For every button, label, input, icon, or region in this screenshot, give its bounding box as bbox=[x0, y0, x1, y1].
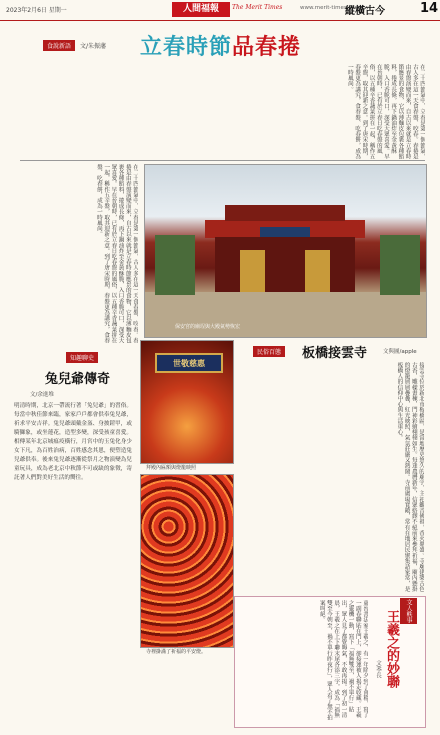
headline-part-a: 立春時節 bbox=[140, 34, 233, 60]
section-name: 縱橫古今 bbox=[345, 6, 385, 17]
page-number: 14 bbox=[420, 1, 439, 16]
article4-body: 東晉書法家王羲之，有一年除夕到了會稽，寫了一副春聯貼在門上，卻接連被人揭走收藏。王羲之靈機一動，寫下「福無雙至，禍不單行」貼出，眾人見了都覺晦氣，不敢再揭。到了初一清晨，王羲之在上下聯末尾各添三字，成為「福無雙至今朝至，禍不單行昨夜行」，眾人看了無不拍案叫絕。 bbox=[318, 600, 368, 721]
article1-tag: 食說新語 bbox=[43, 40, 75, 51]
article3-title: 兔兒爺傳奇 bbox=[45, 372, 111, 387]
article2-author: 文與圖/apple bbox=[383, 349, 417, 355]
article1-author: 文/朱振藩 bbox=[80, 43, 107, 50]
lanterns-photo bbox=[140, 474, 234, 648]
newspaper-logo: 人間福報 bbox=[172, 2, 230, 17]
article3-author: 文/余進堆 bbox=[30, 392, 54, 398]
article4-title: 王羲之的妙聯 bbox=[384, 610, 399, 688]
temple-illustration bbox=[145, 165, 426, 337]
website-url: www.merit-times.com.tw bbox=[300, 5, 369, 11]
temple-photo-caption: 保安宮的廟埕與大殿氣勢恢宏 bbox=[175, 324, 241, 330]
headline-part-b: 品春捲 bbox=[232, 34, 302, 60]
temple-photo bbox=[144, 164, 427, 338]
article4-author: 文/李長 bbox=[375, 660, 381, 679]
article4-tag: 文人軼事 bbox=[400, 598, 417, 624]
newspaper-logo-en: The Merit Times bbox=[232, 4, 283, 11]
lanterns-photo-caption: 寺裡掛滿了祈福的平安燈。 bbox=[146, 649, 207, 655]
article1-body: 在二十四節氣中，立春是第一個節氣，古人多在這一天食春盤、咬春。春捲是由春盤演變而來，自古以來就是立春時節應景的食物，它以薄麵皮包裹各種餡料，捲成長條，再下鍋油炸至金黃酥脆，入口香脆可口，深受大眾喜愛。早在晉朝時，已有於立春日吃春盤的風俗，以五種辛香蔬菜拼在一起，稱作五辛盤，取其迎新之意。到了唐宋時期，春盤更為講究，食春盤、吃春餅，成為一時風尚。 bbox=[20, 64, 425, 161]
article1-headline bbox=[140, 30, 301, 61]
article3-tag: 知趣聊史 bbox=[66, 352, 98, 363]
hall-photo-caption: 拜殿內匾額與燈籠映照 bbox=[146, 465, 197, 471]
issue-date: 2023年2月6日 星期一 bbox=[6, 7, 67, 14]
hall-lantern-photo bbox=[140, 340, 234, 464]
article2-body: 接雲寺位於新北市板橋區，是當地歷史悠久的廟宇，主祀觀音佛祖，香火鼎盛。寺廟建築古色古香，雕樑畫棟，門神彩繪栩栩如生。每逢農曆新年，信眾絡繹不絕前來參拜祈福，廟內懸掛的燈籠層層疊疊，紅光映照，氣氛莊嚴又熱鬧。寺前廣場寬敞，常有在地居民聚集話家常，是板橋人的信仰中心與生活重心。 bbox=[396, 362, 424, 592]
article1-body-continued: 在二十四節氣中，立春是第一個節氣，古人多在這一天食春盤、咬春。春捲是由春盤演變而來，自古以來就是立春時節應景的食物，它以薄麵皮包裹各種餡料，捲成長條，再下鍋油炸至金黃酥脆，入口香脆可口，深受大眾喜愛。早在晉朝時，已有於立春日吃春盤的風俗，以五種辛香蔬菜拼在一起，稱作五辛盤，取其迎新之意。到了唐宋時期，春盤更為講究，食春盤、吃春餅，成為一時風尚。 bbox=[95, 164, 138, 344]
article3-body: 明清時期，北京一帶流行著「兔兒爺」的習俗。每當中秋佳節來臨，家家戶戶都會供奉兔兒爺，祈求平安吉祥。兔兒爺頭戴金盔、身披鎧甲，或騎獅象，或坐蓮花，造型多變，深受孩童喜愛。相傳某年北京城瘟疫橫行，月宮中的玉兔化身少女下凡，為百姓治病，百姓感念其恩，便塑造兔兒爺供奉。後來兔兒爺逐漸從祭月之物演變為兒童玩具，成為老北京中秋節不可或缺的象徵，寄託著人們對美好生活的嚮往。 bbox=[14, 403, 132, 481]
article2-title: 板橋接雲寺 bbox=[302, 346, 368, 361]
article2-tag: 民俗百態 bbox=[253, 346, 285, 357]
temple-plaque: 世敬慈惠 bbox=[155, 353, 223, 373]
